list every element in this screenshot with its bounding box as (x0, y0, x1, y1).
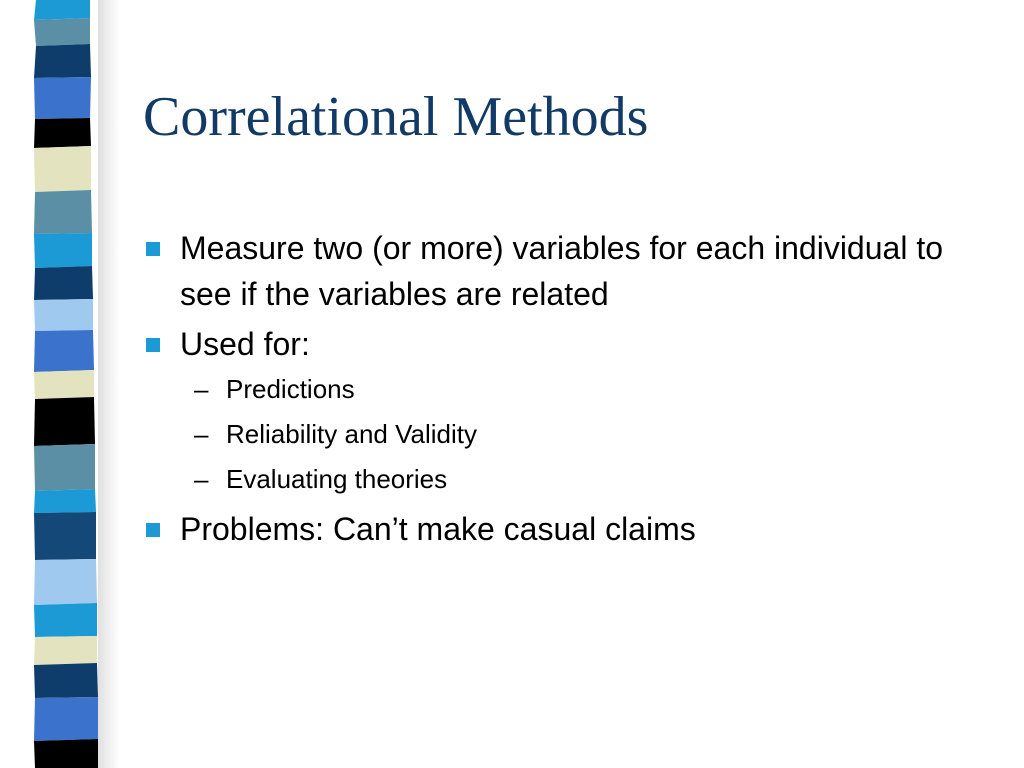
sub-bullet-text: Reliability and Validity (226, 419, 477, 449)
strip-blocks (34, 0, 98, 768)
square-bullet-icon (146, 523, 160, 537)
square-bullet-icon (146, 338, 160, 352)
square-bullet-icon (146, 242, 160, 256)
dash-marker: – (194, 374, 209, 404)
bullet-text: Measure two (or more) variables for each individual to see if the variables are related (180, 230, 943, 312)
dash-marker: – (194, 419, 209, 449)
decorative-color-strip (0, 0, 120, 768)
sub-bullet-text: Evaluating theories (226, 464, 448, 494)
bullet-text: Problems: Can’t make casual claims (180, 511, 696, 547)
bullet-item (143, 321, 1003, 502)
bullet-text: Used for: (180, 326, 310, 362)
bullet-item (143, 225, 1003, 317)
slide-title: Correlational Methods (143, 86, 649, 148)
sub-bullet-text: Predictions (226, 374, 355, 404)
sub-bullet-item (180, 367, 1003, 412)
bullet-list (143, 225, 1003, 552)
dash-marker: – (194, 464, 209, 494)
bullet-item (143, 506, 1003, 552)
slide-body (143, 225, 1003, 556)
sub-bullet-list (180, 367, 1003, 502)
sub-bullet-item (180, 457, 1003, 502)
sub-bullet-item (180, 412, 1003, 457)
